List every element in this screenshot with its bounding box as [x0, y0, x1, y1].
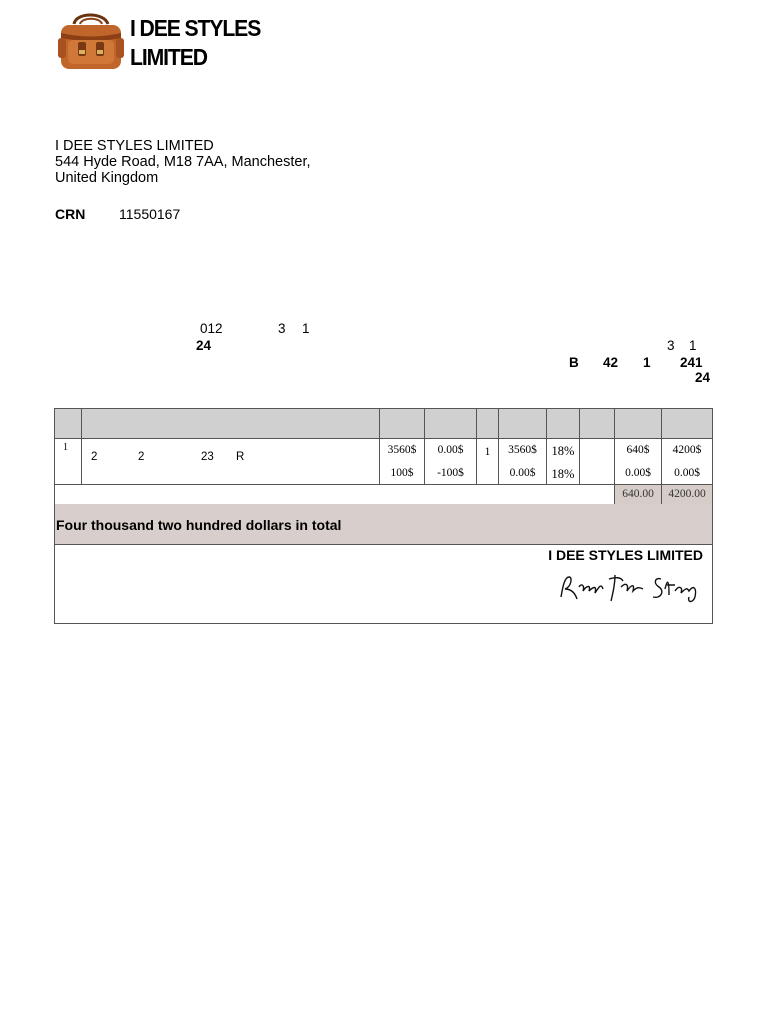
- fragment-right-3: 3: [667, 338, 675, 353]
- price-2: 100$: [390, 467, 414, 479]
- line-total-2: 0.00$: [674, 467, 700, 479]
- amount-in-words: Four thousand two hundred dollars in total: [56, 517, 342, 533]
- invoice-table: [54, 408, 713, 624]
- fragment-right-24: 24: [695, 370, 711, 385]
- signature-icon: [557, 569, 707, 605]
- signatory-company: I DEE STYLES LIMITED: [548, 547, 703, 563]
- net-2: 0.00$: [509, 467, 536, 479]
- discount-1: 0.00$: [437, 444, 464, 456]
- fragment-241: 241: [680, 355, 703, 370]
- fragment-b: B: [569, 355, 579, 370]
- fragment-3: 3: [278, 321, 286, 336]
- crn-label: CRN: [55, 206, 86, 222]
- fragment-1: 1: [302, 321, 310, 336]
- row-number: 1: [63, 442, 68, 453]
- quantity: 1: [484, 446, 491, 458]
- net-1: 3560$: [508, 444, 537, 456]
- vat-total: 640.00: [622, 488, 654, 500]
- crn-value: 11550167: [119, 206, 181, 222]
- vat-rate-1: 18%: [551, 444, 575, 458]
- discount-2: -100$: [437, 467, 464, 479]
- fragment-bold-1: 1: [643, 355, 651, 370]
- address-line2: United Kingdom: [55, 170, 159, 186]
- vat-rate-2: 18%: [551, 467, 575, 481]
- line-total-1: 4200$: [672, 444, 702, 456]
- brand-line2: LIMITED: [130, 44, 207, 70]
- fragment-right-1: 1: [689, 338, 697, 353]
- address-line1: 544 Hyde Road, M18 7AA, Manchester,: [55, 154, 311, 170]
- fragment-42: 42: [603, 355, 619, 370]
- desc-part4: R: [236, 451, 245, 463]
- vat-amount-2: 0.00$: [625, 467, 651, 479]
- grand-total: 4200.00: [668, 488, 706, 500]
- satchel-logo-icon: [56, 10, 126, 72]
- company-name: I DEE STYLES LIMITED: [55, 138, 214, 154]
- company-address: [55, 138, 311, 186]
- brand-line1: I DEE STYLES: [130, 15, 261, 41]
- brand-name: [130, 14, 260, 72]
- price-1: 3560$: [387, 444, 417, 456]
- fragment-012: 012: [200, 321, 223, 336]
- vat-amount-1: 640$: [626, 444, 650, 456]
- desc-part2: 2: [138, 451, 145, 463]
- fragment-24: 24: [196, 338, 212, 353]
- desc-part3: 23: [201, 451, 214, 463]
- desc-part1: 2: [91, 451, 98, 463]
- amount-in-words-band: [55, 504, 712, 545]
